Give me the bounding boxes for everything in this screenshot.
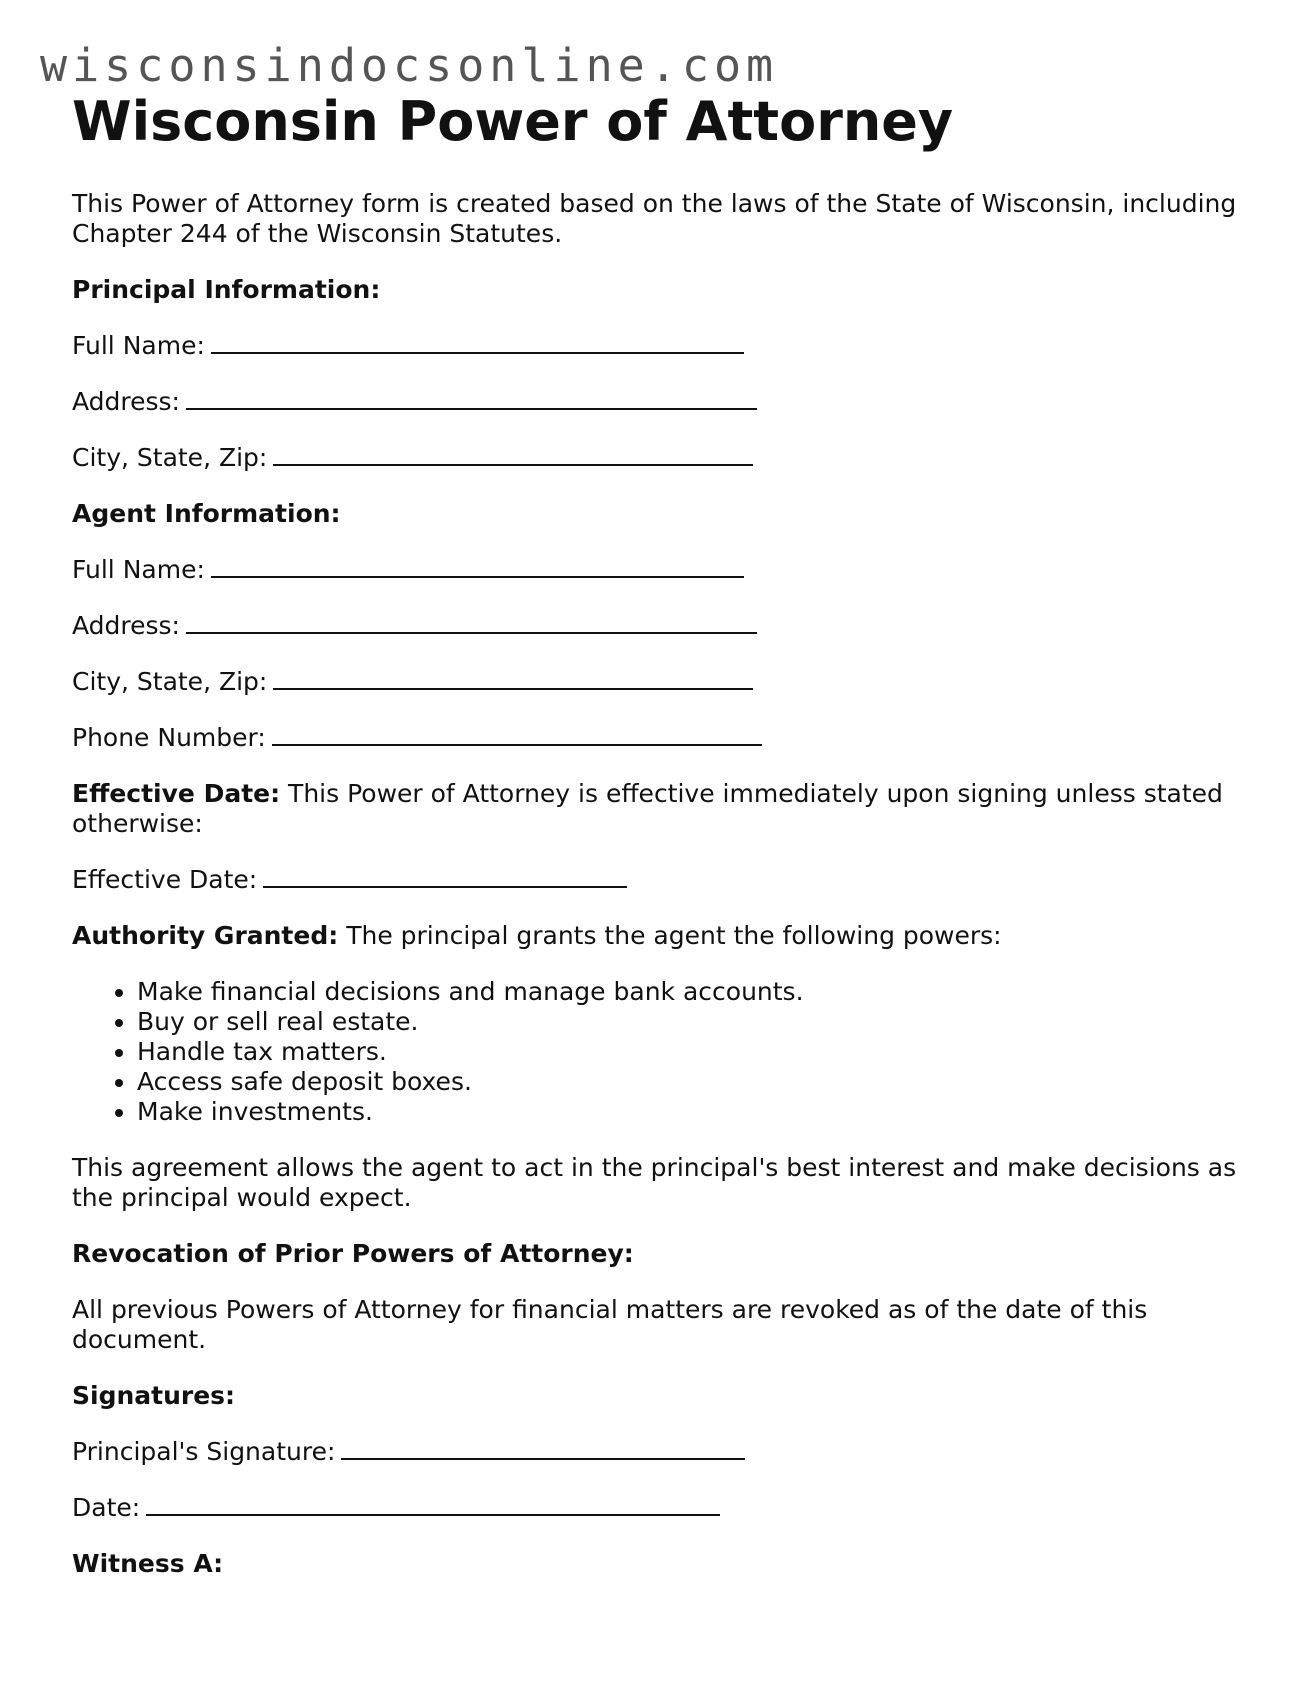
authority-heading: Authority Granted: <box>72 921 339 950</box>
agent-phone-label: Phone Number: <box>72 723 266 752</box>
principal-full-name-line[interactable] <box>211 332 744 354</box>
principal-city-field[interactable] <box>72 443 1252 473</box>
signature-date-field[interactable] <box>72 1493 1252 1523</box>
agent-address-label: Address: <box>72 611 180 640</box>
effective-date-section <box>72 779 1252 839</box>
intro-text: This Power of Attorney form is created based on the laws of the State of Wisconsin, including Chapter 244 of the Wisconsin Statutes. <box>72 189 1237 248</box>
principal-city-label: City, State, Zip: <box>72 443 268 472</box>
watermark: wisconsindocsonline.com <box>40 39 779 92</box>
principal-address-label: Address: <box>72 387 180 416</box>
principal-city-line[interactable] <box>273 444 753 466</box>
power-item: • Make financial decisions and manage bank accounts. <box>137 977 1252 1007</box>
agent-heading: Agent Information: <box>72 499 341 528</box>
effective-date-text: This Power of Attorney is effective immediately upon signing unless stated otherwise: <box>72 779 1223 838</box>
agent-full-name-field[interactable] <box>72 555 1252 585</box>
powers-list <box>72 977 1252 1127</box>
agent-full-name-line[interactable] <box>211 556 744 578</box>
agent-address-field[interactable] <box>72 611 1252 641</box>
power-item: • Make investments. <box>137 1097 1252 1127</box>
power-item: • Buy or sell real estate. <box>137 1007 1252 1037</box>
effective-date-line[interactable] <box>263 866 627 888</box>
authority-text: The principal grants the agent the following powers: <box>338 921 1002 950</box>
principal-signature-line[interactable] <box>341 1438 745 1460</box>
principal-full-name-label: Full Name: <box>72 331 205 360</box>
agent-city-field[interactable] <box>72 667 1252 697</box>
agent-city-label: City, State, Zip: <box>72 667 268 696</box>
page-title: Wisconsin Power of Attorney <box>72 90 954 153</box>
principal-address-line[interactable] <box>186 388 757 410</box>
agent-full-name-label: Full Name: <box>72 555 205 584</box>
effective-date-field[interactable] <box>72 865 1252 895</box>
principal-signature-label: Principal's Signature: <box>72 1437 336 1466</box>
agent-address-line[interactable] <box>186 612 757 634</box>
effective-date-label: Effective Date: <box>72 865 258 894</box>
power-item: • Handle tax matters. <box>137 1037 1252 1067</box>
principal-address-field[interactable] <box>72 387 1252 417</box>
signature-date-line[interactable] <box>146 1494 720 1516</box>
signatures-heading: Signatures: <box>72 1381 236 1410</box>
authority-section <box>72 921 1252 951</box>
effective-date-heading: Effective Date: <box>72 779 281 808</box>
principal-signature-field[interactable] <box>72 1437 1252 1467</box>
agent-phone-line[interactable] <box>272 724 762 746</box>
principal-heading: Principal Information: <box>72 275 381 304</box>
witness-a-heading: Witness A: <box>72 1549 224 1578</box>
power-item: • Access safe deposit boxes. <box>137 1067 1252 1097</box>
principal-full-name-field[interactable] <box>72 331 1252 361</box>
authority-closing-text: This agreement allows the agent to act in the principal's best interest and make decisions as the principal would expect. <box>72 1153 1237 1212</box>
agent-city-line[interactable] <box>273 668 753 690</box>
revocation-heading: Revocation of Prior Powers of Attorney: <box>72 1239 634 1268</box>
signature-date-label: Date: <box>72 1493 141 1522</box>
revocation-text: All previous Powers of Attorney for financial matters are revoked as of the date of this document. <box>72 1295 1148 1354</box>
agent-phone-field[interactable] <box>72 723 1252 753</box>
document-body <box>72 189 1252 1605</box>
